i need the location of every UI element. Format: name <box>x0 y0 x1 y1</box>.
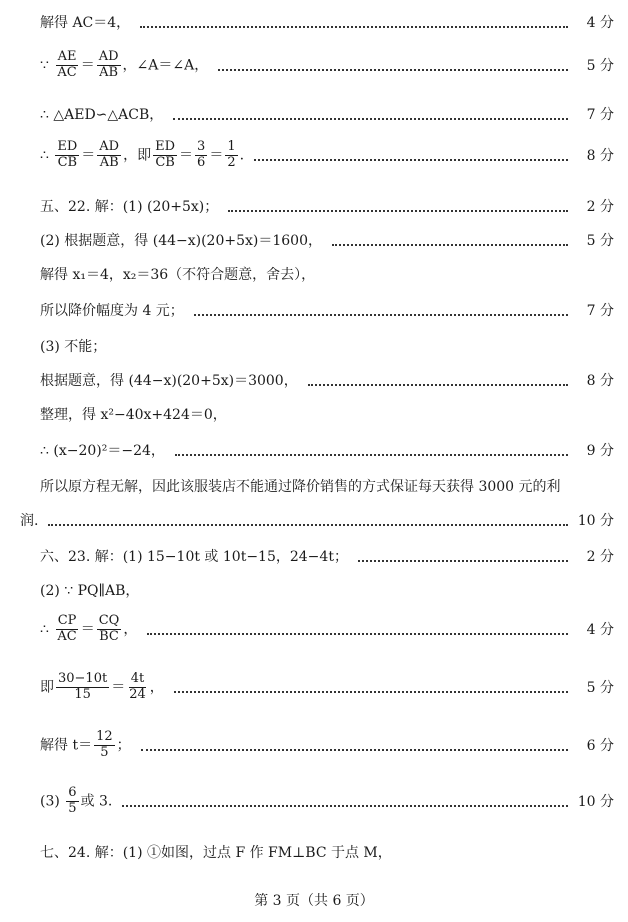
line-1: 解得 AC＝4， 4 分 <box>40 15 614 31</box>
line-5: 五、22. 解：(1) (20+5x)； 2 分 <box>40 199 614 215</box>
line-9: (3) 不能； <box>40 339 107 355</box>
line-20: (3) $\frac{6}{5}$ 或 3. 10 分 <box>40 785 614 816</box>
line-16: (2) ∵ PQ∥AB， <box>40 583 140 599</box>
line-14: 润. 10 分 <box>20 513 614 529</box>
line-7: 解得 x₁＝4，x₂＝36（不符合题意，舍去）， <box>40 267 316 283</box>
line-3: ∴ △AED∽△ACB， 7 分 <box>40 107 614 123</box>
line-2: ∵ $\frac{AE}{AC}$ ＝ $\frac{AD}{AB}$ ，∠A＝∠A， 5 分 <box>40 49 614 80</box>
line-15: 六、23. 解：(1) 15−10t 或 10t−15，24−4t； 2 分 <box>40 549 614 565</box>
line-12: ∴ (x−20)²＝−24， 9 分 <box>40 443 614 459</box>
line-18: 即 $\frac{30-10t}{15}$ ＝ $\frac{4t}{24}$ ， 5 分 <box>40 671 614 702</box>
line-19: 解得 t＝ $\frac{12}{5}$ ； 6 分 <box>40 729 614 760</box>
line-10: 根据题意，得 (44−x)(20+5x)＝3000， 8 分 <box>40 373 614 389</box>
line-6: (2) 根据题意，得 (44−x)(20+5x)＝1600， 5 分 <box>40 233 614 249</box>
line-17: ∴ $\frac{CP}{AC}$ ＝ $\frac{CQ}{BC}$ ， 4 分 <box>40 613 614 644</box>
line-13: 所以原方程无解，因此该服装店不能通过降价销售的方式保证每天获得 3000 元的利 <box>40 479 561 495</box>
line-21: 七、24. 解：(1) ①如图，过点 F 作 FM⊥BC 于点 M， <box>40 845 392 861</box>
line-11: 整理，得 x²−40x+424＝0， <box>40 407 227 423</box>
line-4: ∴ $\frac{ED}{CB}$ ＝ $\frac{AD}{AB}$ ，即 $\frac{ED}{CB}$ ＝ $\frac{3}{6}$ ＝ $\frac{1}{2}$ . 8 分 <box>40 139 614 170</box>
page-footer: 第 3 页（共 6 页） <box>254 893 374 909</box>
line-8: 所以降价幅度为 4 元； 7 分 <box>40 303 614 319</box>
